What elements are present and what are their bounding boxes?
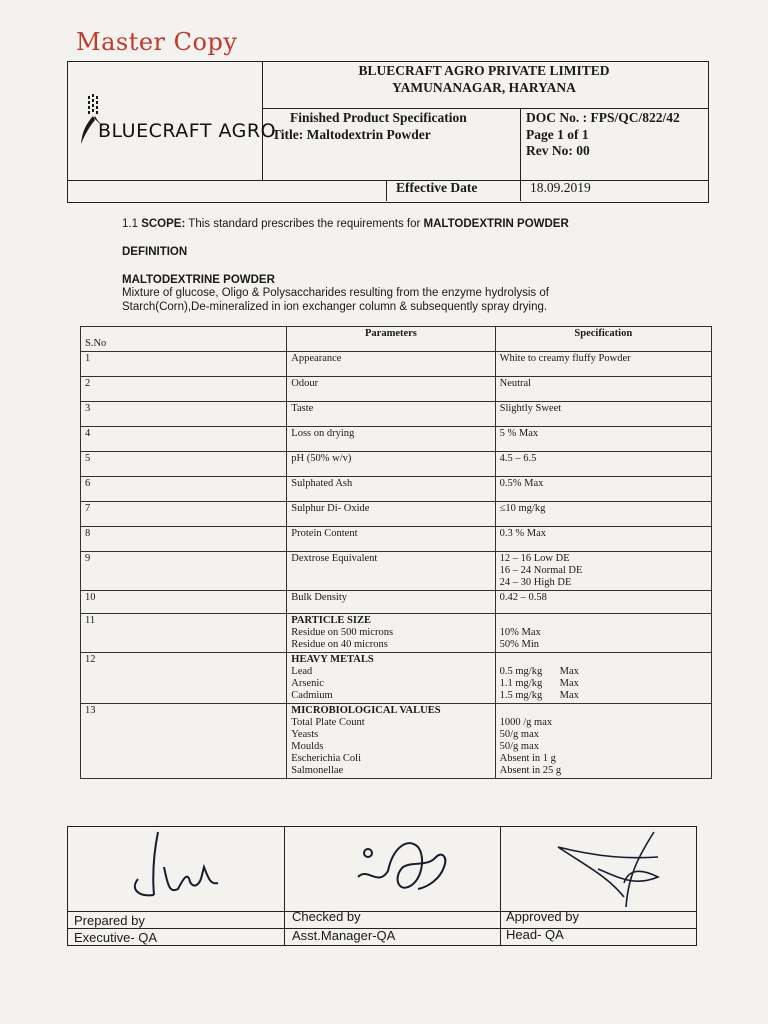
row-sno: 10	[81, 591, 287, 614]
row-sno: 9	[81, 552, 287, 591]
row-spec: ≤10 mg/kg	[495, 502, 711, 527]
prepared-signature-icon	[118, 827, 228, 907]
checked-signature-icon	[348, 827, 468, 907]
param-line: Total Plate Count	[291, 717, 365, 728]
signature-block	[67, 826, 697, 946]
table-row	[81, 552, 712, 591]
header-rule	[262, 108, 708, 109]
row-sno: 7	[81, 502, 287, 527]
table-row	[81, 591, 712, 614]
row-param: Bulk Density	[287, 591, 495, 614]
row-spec	[495, 704, 711, 779]
doc-type: Finished Product Specification	[290, 110, 467, 125]
param-line: Escherichia Coli	[291, 753, 361, 764]
page-number: Page 1 of 1	[526, 127, 589, 142]
spec-value: 0.5 mg/kg	[499, 666, 543, 677]
param-line: Cadmium	[291, 690, 333, 701]
approved-by-label: Approved by	[506, 909, 579, 924]
doc-title: Title: Maltodextrin Powder	[272, 127, 431, 142]
company-block	[0, 62, 768, 96]
effective-rule	[68, 180, 708, 181]
spec-limit: Max	[559, 678, 579, 689]
row-sno: 5	[81, 452, 287, 477]
row-spec	[495, 552, 711, 591]
row-param: Dextrose Equivalent	[287, 552, 495, 591]
spec-line: Absent in 1 g	[499, 753, 556, 764]
prepared-by-label: Prepared by	[74, 913, 145, 928]
spec-line: 50% Min	[499, 639, 539, 650]
row-param: Appearance	[287, 352, 495, 377]
table-row	[81, 614, 712, 653]
row-sno: 6	[81, 477, 287, 502]
description-line-2: Starch(Corn),De-mineralized in ion exchanger column & subsequently spray drying.	[122, 301, 548, 313]
table-row	[81, 427, 712, 452]
master-copy-stamp: Master Copy	[76, 28, 238, 56]
company-location: YAMUNANAGAR, HARYANA	[392, 80, 576, 95]
row-param: Taste	[287, 402, 495, 427]
scope-product: MALTODEXTRIN POWDER	[423, 218, 569, 230]
table-header-row	[81, 327, 712, 352]
table-row	[81, 352, 712, 377]
effective-date: 18.09.2019	[530, 180, 591, 195]
description-line-1: Mixture of glucose, Oligo & Polysaccharides resulting from the enzyme hydrolysis of	[122, 287, 549, 299]
row-param: Protein Content	[287, 527, 495, 552]
logo-text: BLUECRAFT AGRO	[98, 120, 277, 142]
definition-heading: DEFINITION	[122, 246, 188, 258]
row-spec: Slightly Sweet	[495, 402, 711, 427]
prepared-role: Executive- QA	[74, 930, 158, 945]
table-row	[81, 452, 712, 477]
row-param: Odour	[287, 377, 495, 402]
spec-line: 12 – 16 Low DE	[499, 553, 570, 564]
row-spec: White to creamy fluffy Powder	[495, 352, 711, 377]
table-row	[81, 704, 712, 779]
specification-header: Specification	[495, 327, 711, 352]
spec-value: 1.1 mg/kg	[499, 678, 543, 689]
table-row	[81, 527, 712, 552]
spec-line: 24 – 30 High DE	[499, 577, 572, 588]
table-row	[81, 653, 712, 704]
checked-role: Asst.Manager-QA	[292, 928, 396, 943]
row-sno: 12	[81, 653, 287, 704]
spec-line: 1000 /g max	[499, 717, 553, 728]
row-spec	[495, 614, 711, 653]
spec-line: 50/g max	[499, 741, 539, 752]
effective-divider	[386, 180, 387, 201]
param-line: Salmonellae	[291, 765, 344, 776]
row-spec: Neutral	[495, 377, 711, 402]
row-param	[287, 614, 495, 653]
spec-line: 16 – 24 Normal DE	[499, 565, 583, 576]
scope-text: This standard prescribes the requirements for	[188, 218, 421, 230]
table-row	[81, 402, 712, 427]
revision-number: Rev No: 00	[526, 143, 590, 158]
row-spec: 0.5% Max	[495, 477, 711, 502]
param-line: Residue on 40 microns	[291, 639, 388, 650]
sno-header: S.No	[81, 327, 287, 352]
effective-date-label: Effective Date	[396, 180, 478, 195]
row-sno: 13	[81, 704, 287, 779]
doc-info-divider	[520, 108, 521, 201]
approved-signature-icon	[538, 827, 678, 911]
param-line: Lead	[291, 666, 313, 677]
param-heading: MICROBIOLOGICAL VALUES	[291, 705, 441, 716]
param-heading: HEAVY METALS	[291, 654, 374, 665]
row-param	[287, 704, 495, 779]
param-line: Yeasts	[291, 729, 319, 740]
spec-value: 1.5 mg/kg	[499, 690, 543, 701]
param-line: Moulds	[291, 741, 324, 752]
row-param	[287, 653, 495, 704]
scope-number: 1.1	[122, 218, 138, 230]
row-sno: 1	[81, 352, 287, 377]
spec-line: Absent in 25 g	[499, 765, 562, 776]
row-spec	[495, 653, 711, 704]
parameters-header: Parameters	[287, 327, 495, 352]
specification-table	[80, 326, 712, 779]
approved-role: Head- QA	[506, 927, 564, 942]
spec-limit: Max	[559, 690, 579, 701]
signature-rule	[68, 911, 696, 912]
param-line: Residue on 500 microns	[291, 627, 394, 638]
spec-line: 10% Max	[499, 627, 541, 638]
row-spec: 0.42 – 0.58	[495, 591, 711, 614]
row-sno: 8	[81, 527, 287, 552]
row-sno: 3	[81, 402, 287, 427]
checked-by-label: Checked by	[292, 909, 361, 924]
scope-label: SCOPE:	[141, 218, 186, 230]
param-heading: PARTICLE SIZE	[291, 615, 371, 626]
row-spec: 4.5 – 6.5	[495, 452, 711, 477]
table-row	[81, 502, 712, 527]
doc-number: DOC No. : FPS/QC/822/42	[526, 110, 680, 125]
company-name: BLUECRAFT AGRO PRIVATE LIMITED	[358, 63, 610, 78]
row-param: Sulphated Ash	[287, 477, 495, 502]
row-sno: 11	[81, 614, 287, 653]
row-spec: 0.3 % Max	[495, 527, 711, 552]
param-line: Arsenic	[291, 678, 324, 689]
row-param: Loss on drying	[287, 427, 495, 452]
row-spec: 5 % Max	[495, 427, 711, 452]
row-sno: 2	[81, 377, 287, 402]
spec-line: 50/g max	[499, 729, 539, 740]
spec-limit: Max	[559, 666, 579, 677]
row-param: Sulphur Di- Oxide	[287, 502, 495, 527]
scope-line	[122, 218, 569, 230]
product-heading: MALTODEXTRINE POWDER	[122, 274, 275, 286]
table-row	[81, 477, 712, 502]
row-sno: 4	[81, 427, 287, 452]
row-param: pH (50% w/v)	[287, 452, 495, 477]
table-row	[81, 377, 712, 402]
